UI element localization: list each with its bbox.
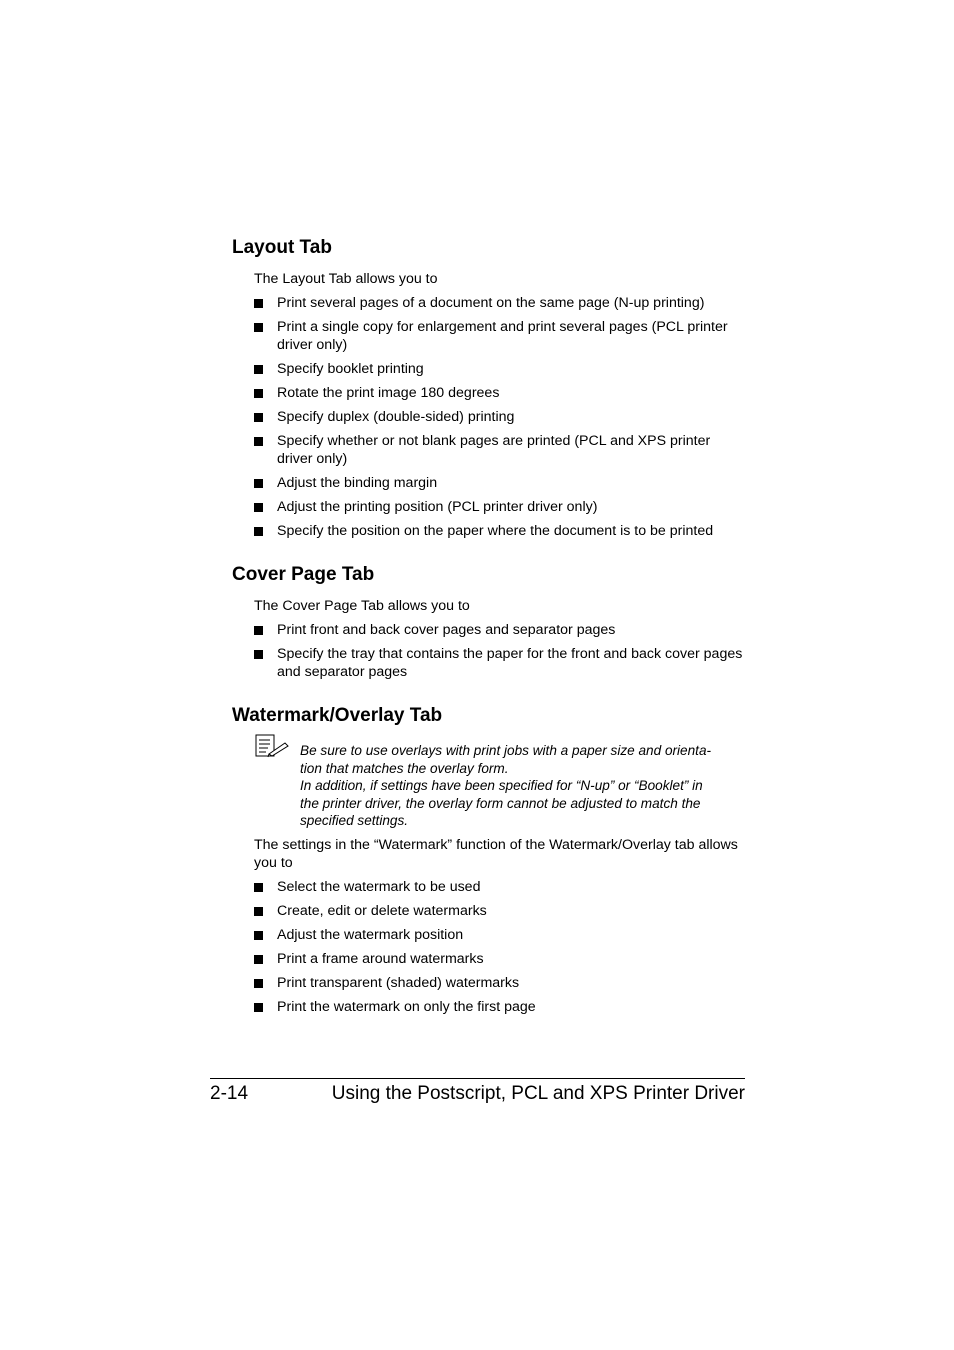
list-item: Specify whether or not blank pages are printed (PCL and XPS printer driver only) — [254, 432, 746, 468]
bullet-icon — [254, 979, 263, 988]
bullet-icon — [254, 479, 263, 488]
list-item: Specify booklet printing — [254, 360, 746, 378]
list-item: Specify duplex (double-sided) printing — [254, 408, 746, 426]
list-item: Print a single copy for enlargement and print several pages (PCL printer driver only) — [254, 318, 746, 354]
list-item: Print several pages of a document on the same page (N-up printing) — [254, 294, 746, 312]
list-item: Select the watermark to be used — [254, 878, 746, 896]
bullet-icon — [254, 907, 263, 916]
bullet-icon — [254, 883, 263, 892]
footer-divider — [210, 1078, 745, 1079]
list-item: Adjust the printing position (PCL printer driver only) — [254, 498, 746, 516]
note-text: Be sure to use overlays with print jobs with a paper size and orienta- tion that matches the overlay form. In addition, if settings have been specified for “N-up” or “Booklet” in the printer driver, the overlay form cannot be adjusted to match the specified settings. — [300, 743, 712, 828]
bullet-icon — [254, 955, 263, 964]
list-item: Adjust the watermark position — [254, 926, 746, 944]
bullet-icon — [254, 931, 263, 940]
list-item: Print front and back cover pages and separator pages — [254, 621, 746, 639]
bullet-icon — [254, 365, 263, 374]
list-item: Rotate the print image 180 degrees — [254, 384, 746, 402]
footer-title: Using the Postscript, PCL and XPS Printer Driver — [331, 1083, 745, 1104]
list-item: Adjust the binding margin — [254, 474, 746, 492]
bullet-icon — [254, 650, 263, 659]
bullet-icon — [254, 626, 263, 635]
bullet-icon — [254, 527, 263, 536]
list-item: Print a frame around watermarks — [254, 950, 746, 968]
section-intro-layout: The Layout Tab allows you to — [254, 271, 438, 287]
section-heading-layout: Layout Tab — [232, 237, 332, 258]
section-heading-watermark: Watermark/Overlay Tab — [232, 705, 443, 726]
list-item: Specify the tray that contains the paper for the front and back cover pages and separator pages — [254, 645, 746, 681]
bullet-icon — [254, 323, 263, 332]
page-number: 2-14 — [210, 1083, 249, 1104]
note-pencil-icon — [255, 734, 289, 758]
list-item: Create, edit or delete watermarks — [254, 902, 746, 920]
bullet-icon — [254, 413, 263, 422]
list-item: Print transparent (shaded) watermarks — [254, 974, 746, 992]
bullet-icon — [254, 299, 263, 308]
section-heading-cover: Cover Page Tab — [232, 564, 375, 585]
bullet-icon — [254, 503, 263, 512]
section-intro-cover: The Cover Page Tab allows you to — [254, 598, 470, 614]
bullet-icon — [254, 1003, 263, 1012]
section-intro-watermark: The settings in the “Watermark” function of the Watermark/Overlay tab allows you to — [254, 837, 738, 871]
bullet-icon — [254, 389, 263, 398]
list-item: Specify the position on the paper where the document is to be printed — [254, 522, 746, 540]
list-item: Print the watermark on only the first page — [254, 998, 746, 1016]
bullet-icon — [254, 437, 263, 446]
